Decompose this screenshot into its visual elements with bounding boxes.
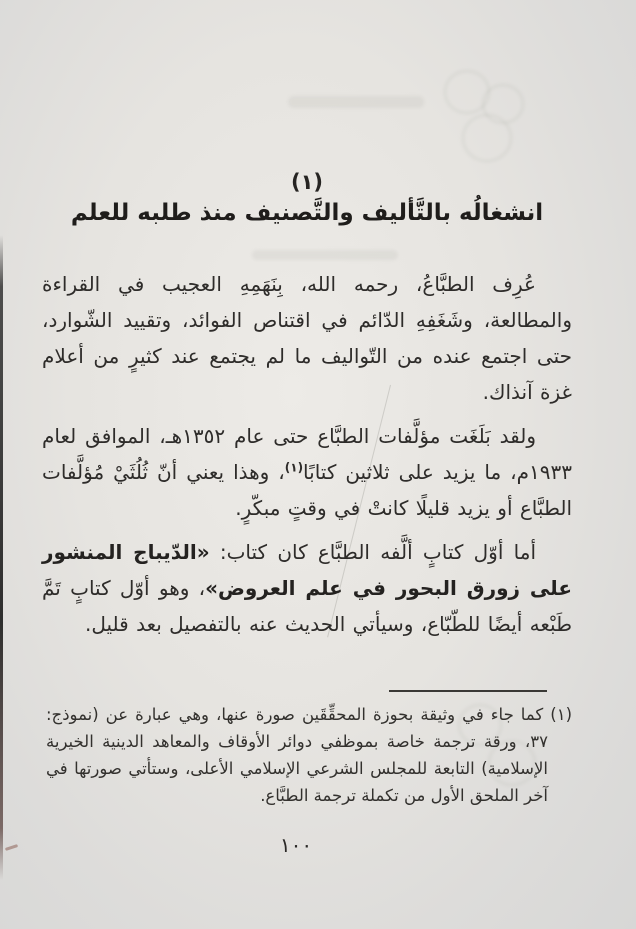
footnote-text: كما جاء في وثيقة بحوزة المحقِّقَين صورة عنها، وهي عبارة عن (نموذج: ٣٧، ورقة ترجمة خاصة بموظفي دوائر الأوقاف والمعاهد الدينية الخيرية الإسلامية) التابعة للمجلس الشرعي الإسلامي الأعلى، وستأتي صورتها في آخر الملحق الأول من تكملة ترجمة الطبَّاع. xyxy=(46,705,548,805)
chapter-heading: انشغالُه بالتَّأليف والتَّصنيف منذ طلبه للعلم xyxy=(70,200,544,226)
paragraph-text: ولقد بَلَغَت مؤلَّفات الطبَّاع حتى عام ١٣٥٢هـ، الموافق لعام ١٩٣٣م، ما يزيد على ثلاثين كتابًا xyxy=(42,424,572,484)
page-number: ١٠٠ xyxy=(279,833,313,857)
paragraph-text: ، وهو أوّل كتابٍ تَمَّ طَبْعه أيضًا للطّبّاع، وسيأتي الحديث عنه بالتفصيل بعد قليل. xyxy=(42,576,572,636)
paragraph-3 xyxy=(42,534,572,642)
footnote-separator-rule xyxy=(389,690,547,692)
scan-edge-shadow xyxy=(0,235,3,880)
paragraph-text: أما أوّل كتابٍ ألَّفه الطبَّاع كان كتاب: xyxy=(209,540,536,564)
paragraph-text: ، وهذا يعني أنّ ثُلُثَيْ مُؤلَّفات الطبَّاع أو يزيد قليلًا كانتْ في وقتٍ مبكّرٍ. xyxy=(42,460,572,520)
footnote-number: (١) xyxy=(550,705,572,724)
footnote-reference-marker: (١) xyxy=(284,460,304,475)
paragraph-2 xyxy=(42,418,572,526)
page-content xyxy=(42,170,572,650)
paragraph-text: عُرِف الطبَّاعُ، رحمه الله، بِنَهَمِهِ العجيب في القراءة والمطالعة، وشَغَفِهِ الدّائم في اقتناص الفوائد، وتقييد الشّوارد، حتى اجتمع عنده من التّواليف ما لم يجتمع عند كثيرٍ من أعلام غزة آنذاك. xyxy=(42,272,572,404)
book-title: «الدّيباج المنشور على زورق البحور في علم العروض» xyxy=(42,540,572,600)
paragraph-1 xyxy=(42,266,572,410)
body-text xyxy=(42,266,572,642)
section-number: (١) xyxy=(290,170,324,194)
bleed-through-text-ghost xyxy=(288,90,428,116)
footnote xyxy=(46,701,572,809)
bleed-through-ornament xyxy=(438,62,568,172)
